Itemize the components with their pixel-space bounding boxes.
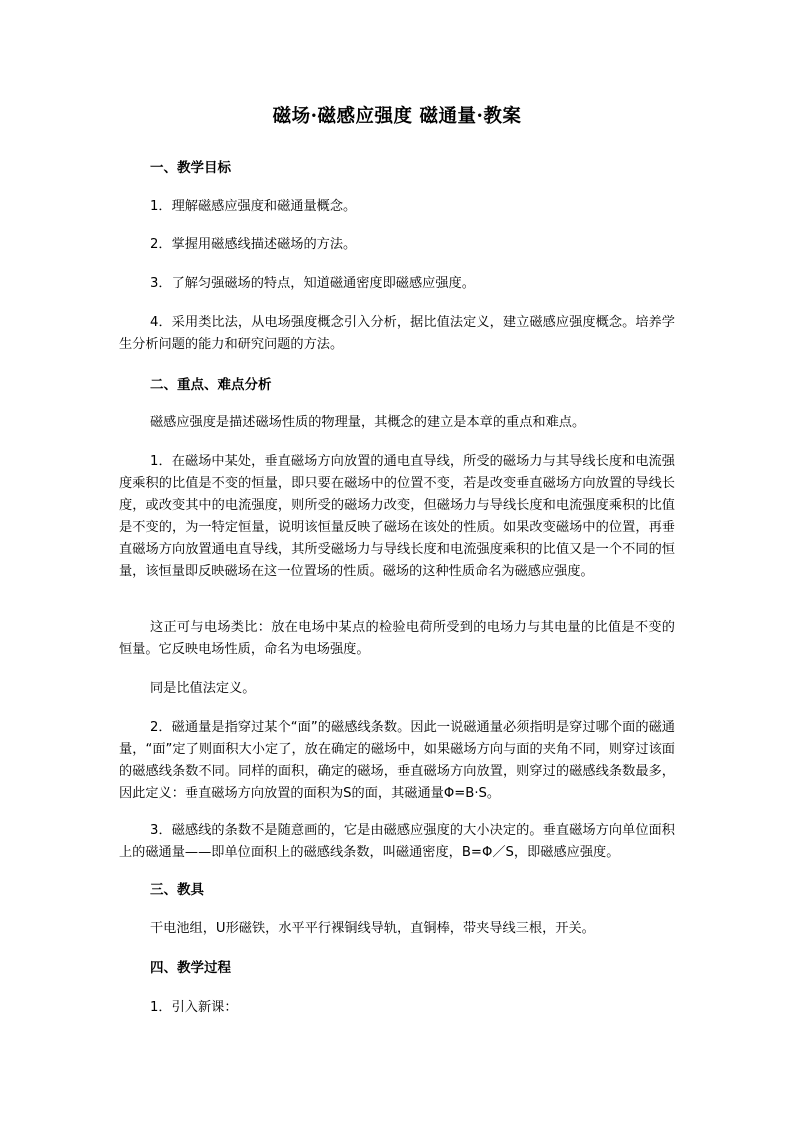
objective-item-4: 4．采用类比法，从电场强度概念引入分析，据比值法定义，建立磁感应强度概念。培养学生分析问题的能力和研究问题的方法。 [119, 315, 675, 352]
key-points-intro: 磁感应强度是描述磁场性质的物理量，其概念的建立是本章的重点和难点。 [150, 415, 586, 430]
section-heading-key-points: 二、重点、难点分析 [150, 377, 272, 393]
ratio-definition-note: 同是比值法定义。 [150, 681, 256, 696]
analogy-paragraph: 这正可与电场类比：放在电场中某点的检验电荷所受到的电场力与其电量的比值是不变的恒量。它反映电场性质，命名为电场强度。 [119, 620, 675, 657]
section-heading-objectives: 一、教学目标 [150, 160, 231, 176]
section-heading-teaching-process: 四、教学过程 [150, 960, 231, 976]
key-point-1: 1．在磁场中某处，垂直磁场方向放置的通电直导线，所受的磁场力与其导线长度和电流强度乘积的比值是不变的恒量，即只要在磁场中的位置不变，若是改变垂直磁场方向放置的导线长度，或改变其中的电流强度，则所受的磁场力改变，但磁场力与导线长度和电流强度乘积的比值是不变的，为一特定恒量，说明该恒量反映了磁场在该处的性质。如果改变磁场中的位置，再垂直磁场方向放置通电直导线，其所受磁场力与导线长度和电流强度乘积的比值又是一个不同的恒量，该恒量即反映磁场在这一位置场的性质。磁场的这种性质命名为磁感应强度。 [119, 454, 675, 579]
objective-item-2: 2．掌握用磁感线描述磁场的方法。 [150, 237, 357, 252]
section-heading-teaching-aids: 三、教具 [150, 882, 204, 898]
key-point-2: 2．磁通量是指穿过某个“面”的磁感线条数。因此一说磁通量必须指明是穿过哪个面的磁通量，“面”定了则面积大小定了，放在确定的磁场中，如果磁场方向与面的夹角不同，则穿过该面的磁感线条数不同。同样的面积，确定的磁场，垂直磁场方向放置，则穿过的磁感线条数最多，因此定义：垂直磁场方向放置的面积为S的面，其磁通量Φ=B·S。 [119, 720, 675, 801]
document-title: 磁场·磁感应强度 磁通量·教案 [272, 106, 522, 127]
objective-item-1: 1．理解磁感应强度和磁通量概念。 [150, 199, 357, 214]
teaching-aids-list: 干电池组，U形磁铁，水平平行裸铜线导轨，直铜棒，带夹导线三根，开关。 [150, 921, 595, 936]
key-point-3: 3．磁感线的条数不是随意画的，它是由磁感应强度的大小决定的。垂直磁场方向单位面积上的磁通量——即单位面积上的磁感线条数，叫磁通密度，B=Φ／S，即磁感应强度。 [119, 823, 675, 860]
objective-item-3: 3．了解匀强磁场的特点，知道磁通密度即磁感应强度。 [150, 276, 475, 291]
process-step-1: 1．引入新课： [150, 1000, 238, 1015]
